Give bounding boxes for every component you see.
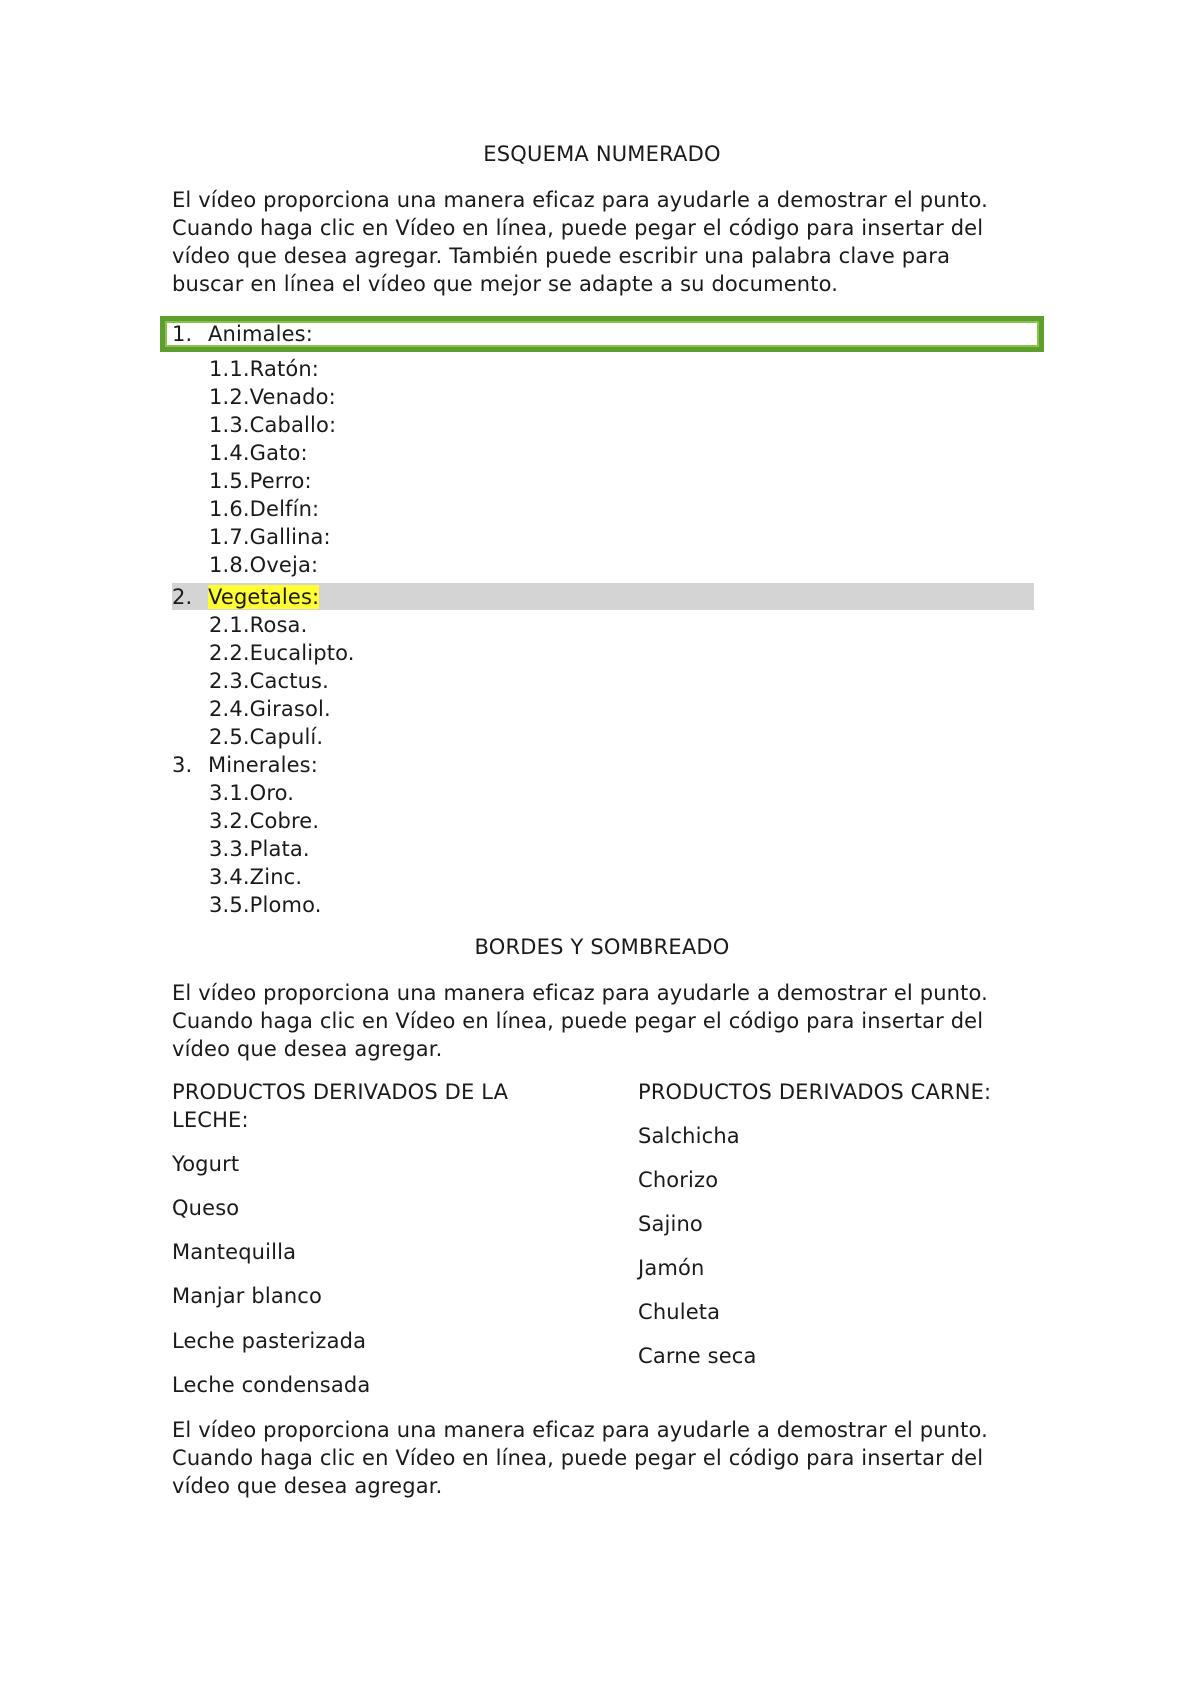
paragraph-line: El vídeo proporciona una manera eficaz para ayudarle a demostrar el punto. [172,188,988,212]
outline-subitem: 1.2.Venado: [209,385,336,409]
outline-item-vegetales [172,583,319,611]
column-item: Leche pasterizada [172,1329,367,1353]
outline-subitem: 1.3.Caballo: [209,413,337,437]
column-item: Carne seca [638,1344,757,1368]
column-item: Mantequilla [172,1240,297,1264]
section2-paragraph [172,979,1042,1063]
column-item: Jamón [638,1256,705,1280]
column-item: Queso [172,1196,240,1220]
outline-label: Minerales: [208,753,318,777]
outline-item-minerales [172,751,318,779]
paragraph-line: vídeo que desea agregar. También puede escribir una palabra clave para [172,244,951,268]
column-item: Sajino [638,1212,703,1236]
outline-subitem: 1.8.Oveja: [209,553,319,577]
outline-subitem: 1.6.Delfín: [209,497,320,521]
column-heading: PRODUCTOS DERIVADOS CARNE: [638,1080,992,1104]
column-item: Yogurt [172,1152,240,1176]
column-heading: PRODUCTOS DERIVADOS DE LA [172,1080,509,1104]
outline-subitem: 2.1.Rosa. [209,613,308,637]
column-heading: LECHE: [172,1108,249,1132]
paragraph-line: El vídeo proporciona una manera eficaz para ayudarle a demostrar el punto. [172,1418,988,1442]
outline-subitem: 3.4.Zinc. [209,865,303,889]
column-item: Chorizo [638,1168,719,1192]
column-item: Chuleta [638,1300,721,1324]
outline-subitem: 1.1.Ratón: [209,357,320,381]
outline-subitem: 2.2.Eucalipto. [209,641,355,665]
outline-subitem: 1.4.Gato: [209,441,308,465]
section-title-bordes: BORDES Y SOMBREADO [474,935,730,959]
outline-label-highlighted: Vegetales: [208,585,320,609]
column-item: Manjar blanco [172,1284,322,1308]
intro-paragraph [172,186,1042,298]
paragraph-line: Cuando haga clic en Vídeo en línea, puede pegar el código para insertar del [172,216,984,240]
closing-paragraph [172,1416,1042,1500]
paragraph-line: vídeo que desea agregar. [172,1474,443,1498]
outline-subitem: 3.5.Plomo. [209,893,322,917]
section-title-esquema: ESQUEMA NUMERADO [483,142,721,166]
outline-subitem: 2.5.Capulí. [209,725,324,749]
outline-subitem: 3.2.Cobre. [209,809,320,833]
paragraph-line: Cuando haga clic en Vídeo en línea, puede pegar el código para insertar del [172,1446,984,1470]
paragraph-line: buscar en línea el vídeo que mejor se adapte a su documento. [172,272,839,296]
column-item: Leche condensada [172,1373,371,1397]
column-item: Salchicha [638,1124,740,1148]
outline-subitem: 2.3.Cactus. [209,669,329,693]
outline-number: 2. [172,585,193,609]
outline-label: Animales: [208,322,313,346]
outline-subitem: 3.3.Plata. [209,837,310,861]
paragraph-line: vídeo que desea agregar. [172,1037,443,1061]
outline-subitem: 2.4.Girasol. [209,697,331,721]
paragraph-line: Cuando haga clic en Vídeo en línea, puede pegar el código para insertar del [172,1009,984,1033]
paragraph-line: El vídeo proporciona una manera eficaz para ayudarle a demostrar el punto. [172,981,988,1005]
outline-item-animales [172,320,313,348]
outline-number: 3. [172,753,193,777]
outline-subitem: 1.5.Perro: [209,469,312,493]
outline-number: 1. [172,322,193,346]
outline-subitem: 3.1.Oro. [209,781,295,805]
outline-subitem: 1.7.Gallina: [209,525,331,549]
